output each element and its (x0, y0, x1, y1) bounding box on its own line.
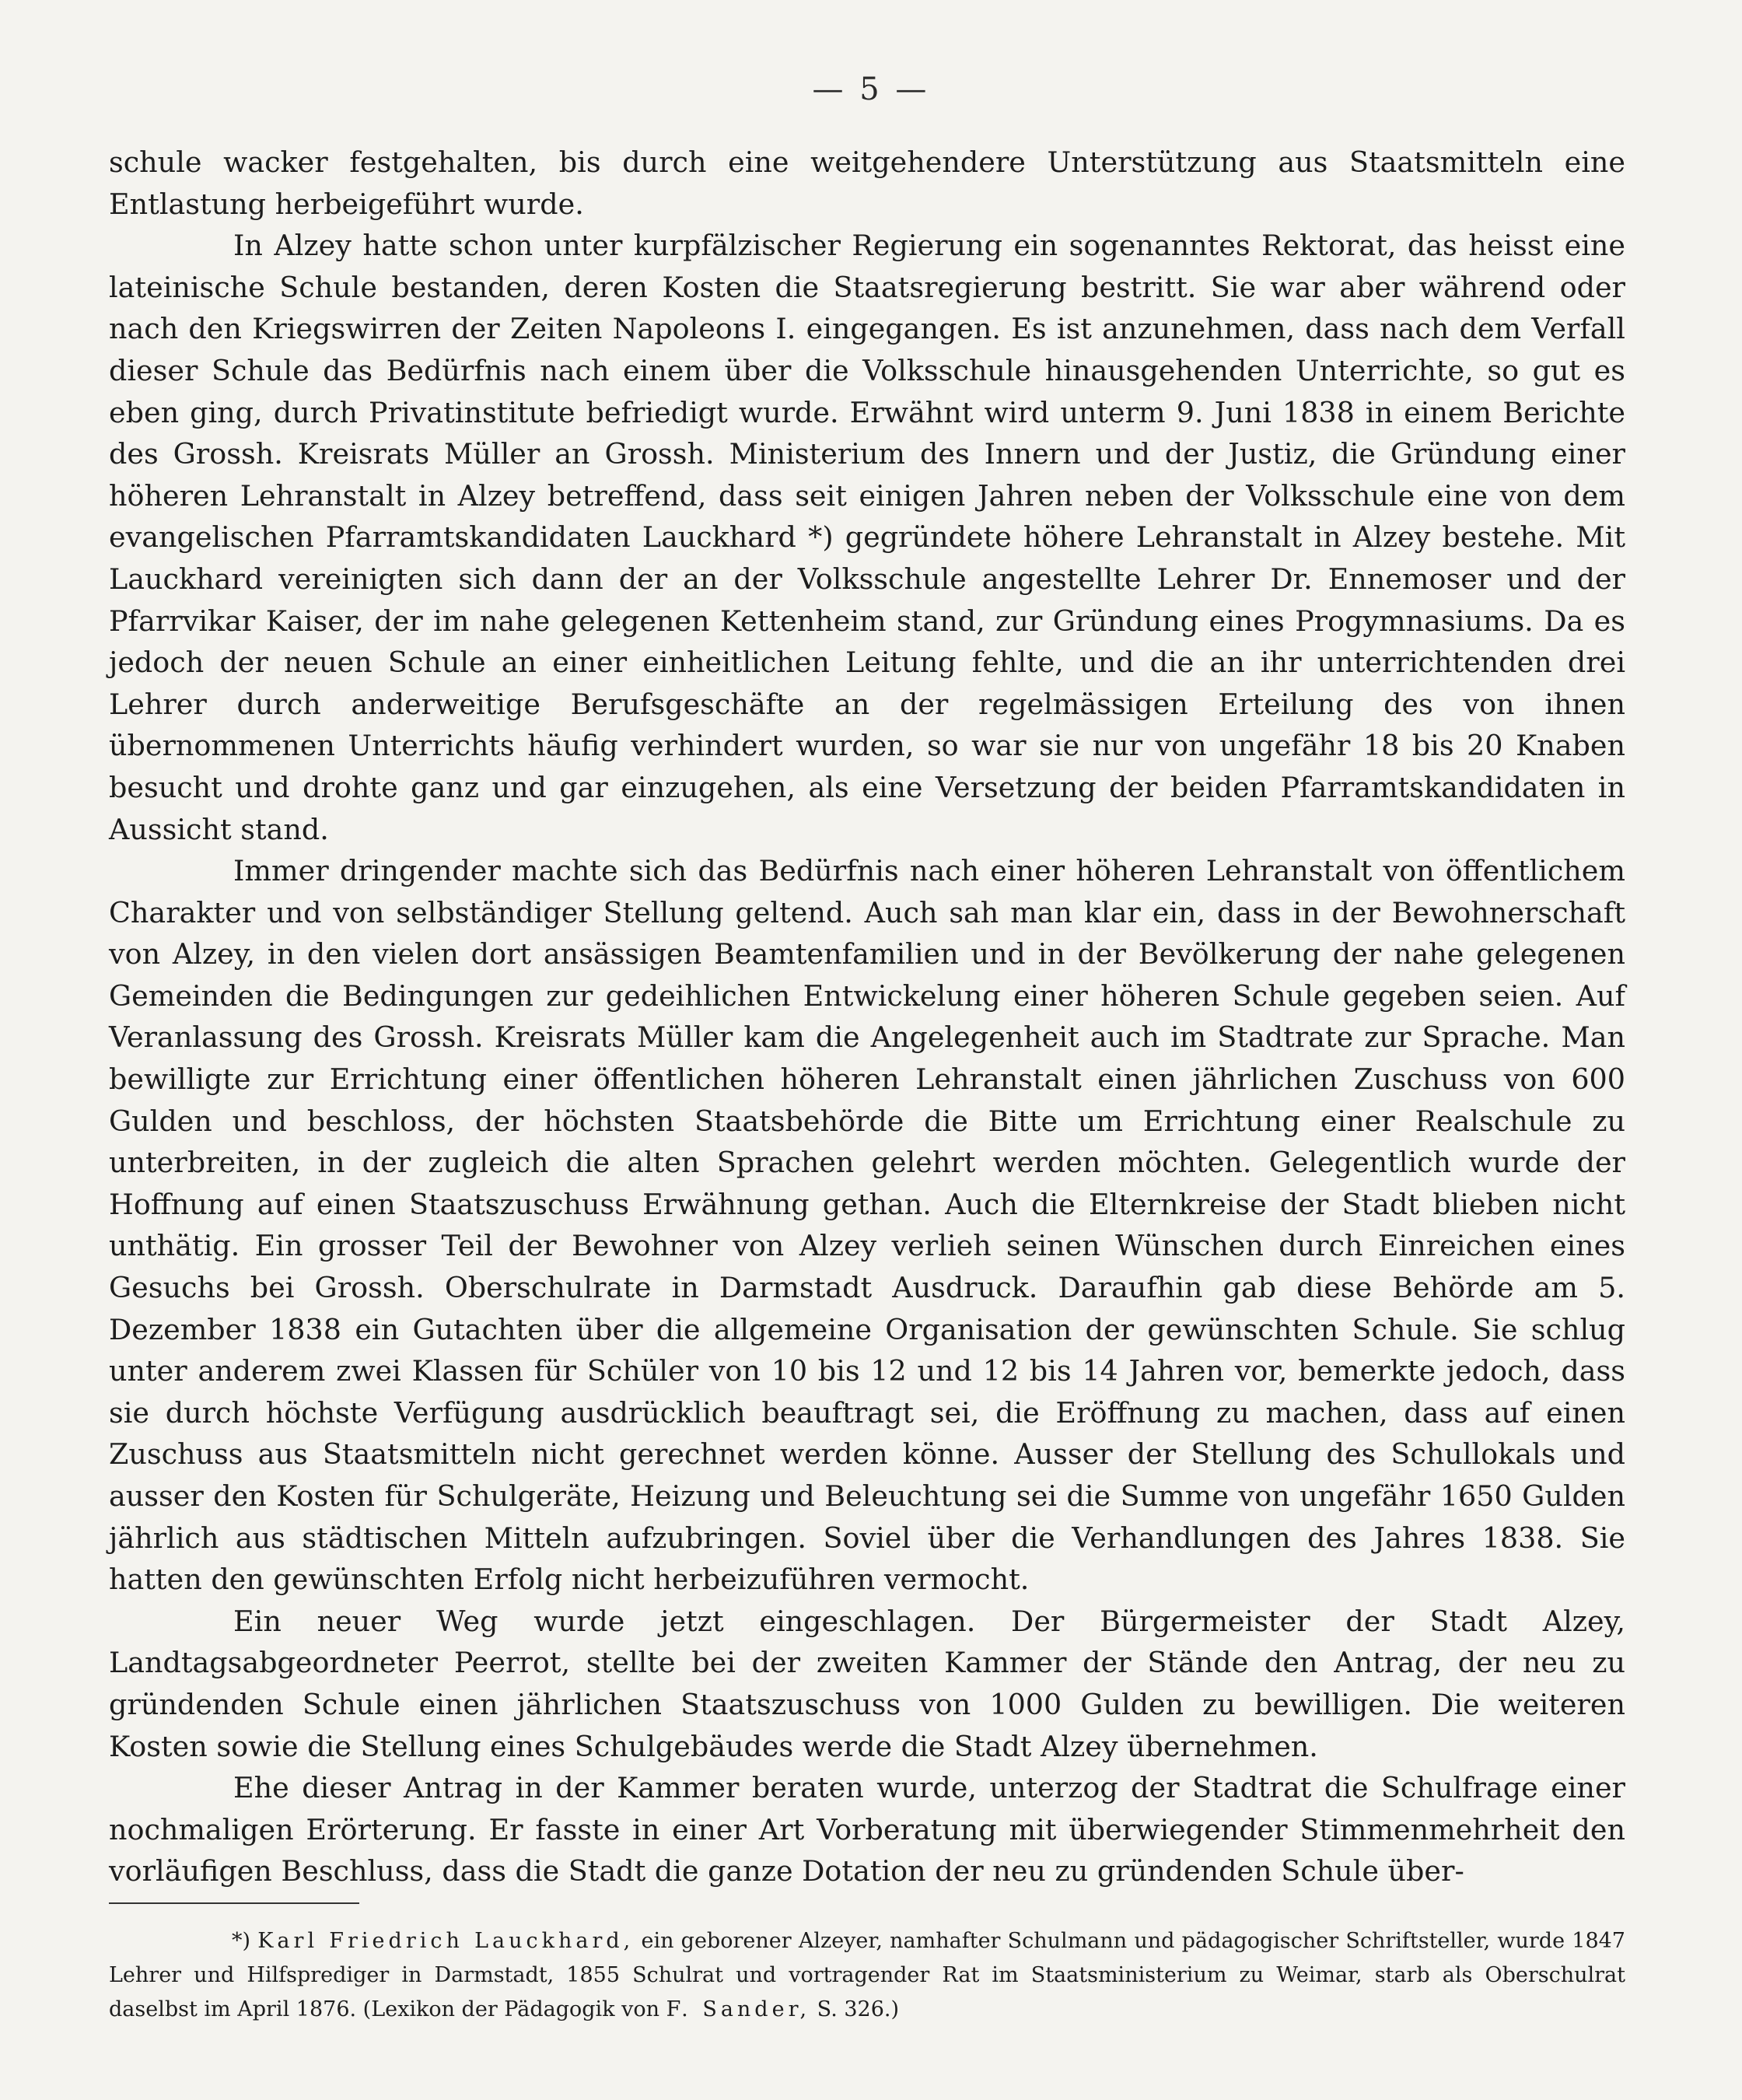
paragraph-4: Ein neuer Weg wurde jetzt eingeschlagen. Der Bürgermeister der Stadt Alzey, Landtagsabgeordneter Peerrot, stellte bei der zweiten Kammer der Stände den Antrag, der neu zu gründenden Schule einen jährlichen Staatszuschuss von 1000 Gulden zu bewilligen. Die weiteren Kosten sowie die Stellung eines Schulgebäudes werde die Stadt Alzey übernehmen. (109, 1604, 1625, 1763)
paragraph-2 (109, 225, 1625, 850)
paragraph-5: Ehe dieser Antrag in der Kammer beraten wurde, unterzog der Stadtrat die Schulfrage einer nochmaligen Erörterung. Er fasste in einer Art Vorberatung mit überwiegender Stimmenmehrheit den vorläufigen Beschluss, dass die Stadt die ganze Dotation der neu zu gründenden Schule über- (109, 1771, 1625, 1888)
footnote-divider (109, 1902, 359, 1904)
footnote-body: ein geborener Alzeyer, namhafter Schulmann und pädagogischer Schriftsteller, wurde 1847 Lehrer und Hilfsprediger in Darmstadt, 1855 Schulrat und vortragender Rat im Staatsministerium zu Weimar, starb als Oberschulrat daselbst im April 1876. (Lexikon der Pädagogik von (109, 1929, 1625, 2021)
footnote-person-name: Karl Friedrich Lauckhard, (257, 1929, 635, 1953)
page-number: — 5 — (812, 72, 930, 107)
paragraph-2-part-2: gegründete höhere Lehranstalt in Alzey bestehe. Mit Lauckhard vereinigten sich dann der an der Volksschule angestellte Lehrer Dr. Ennemoser und der Pfarrvikar Kaiser, der im nahe gelegenen Kettenheim stand, zur Gründung eines Progymnasiums. Da es jedoch der neuen Schule an einer einheitlichen Leitung fehlte, und die an ihr unterrichtenden drei Lehrer durch anderweitige Berufsgeschäfte an der regelmässigen Erteilung des von ihnen übernommenen Unterrichts häufig verhindert wurden, so war sie nur von ungefähr 18 bis 20 Knaben besucht und drohte ganz und gar einzugehen, als eine Versetzung der beiden Pfarramtskandidaten in Aussicht stand. (109, 520, 1625, 846)
footnote-author: F. Sander, (666, 1997, 811, 2021)
footnote-source-end: S. 326.) (810, 1997, 900, 2021)
paragraph-3: Immer dringender machte sich das Bedürfnis nach einer höheren Lehranstalt von öffentlichem Charakter und von selbständiger Stellung geltend. Auch sah man klar ein, dass in der Bewohnerschaft von Alzey, in den vielen dort ansässigen Beamtenfamilien und in der Bevölkerung der nahe gelegenen Gemeinden die Bedingungen zur gedeihlichen Entwickelung einer höheren Schule gegeben seien. Auf Veranlassung des Grossh. Kreisrats Müller kam die Angelegenheit auch im Stadtrate zur Sprache. Man bewilligte zur Errichtung einer öffentlichen höheren Lehranstalt einen jährlichen Zuschuss von 600 Gulden und beschloss, der höchsten Staatsbehörde die Bitte um Errichtung einer Realschule zu unterbreiten, in der zugleich die alten Sprachen gelehrt werden möchten. Gelegentlich wurde der Hoffnung auf einen Staatszuschuss Erwähnung gethan. Auch die Elternkreise der Stadt blieben nicht unthätig. Ein grosser Teil der Bewohner von Alzey verlieh seinen Wünschen durch Einreichen eines Gesuchs bei Grossh. Oberschulrate in Darmstadt Ausdruck. Daraufhin gab diese Behörde am 5. Dezember 1838 ein Gutachten über die allgemeine Organisation der gewünschten Schule. Sie schlug unter anderem zwei Klassen für Schüler von 10 bis 12 und 12 bis 14 Jahren vor, bemerkte jedoch, dass sie durch höchste Verfügung ausdrücklich beauftragt sei, die Eröffnung zu machen, dass auf einen Zuschuss aus Staatsmitteln nicht gerechnet werden könne. Ausser der Stellung des Schullokals und ausser den Kosten für Schulgeräte, Heizung und Beleuchtung sei die Summe von ungefähr 1650 Gulden jährlich aus städtischen Mitteln aufzubringen. Soviel über die Verhandlungen des Jahres 1838. Sie hatten den gewünschten Erfolg nicht herbeizuführen vermocht. (109, 854, 1625, 1597)
paragraph-2-part-1: In Alzey hatte schon unter kurpfälzischer Regierung ein sogenanntes Rektorat, das heisst eine lateinische Schule bestanden, deren Kosten die Staatsregierung bestritt. Sie war aber während oder nach den Kriegswirren der Zeiten Napoleons I. eingegangen. Es ist anzunehmen, dass nach dem Verfall dieser Schule das Bedürfnis nach einem über die Volksschule hinausgehenden Unterrichte, so gut es eben ging, durch Privatinstitute befriedigt wurde. Erwähnt wird unterm 9. Juni 1838 in einem Berichte des Grossh. Kreisrats Müller an Grossh. Ministerium des Innern und der Justiz, die Gründung einer höheren Lehranstalt in Alzey betreffend, dass seit einigen Jahren neben der Volksschule eine von dem evangelischen Pfarramtskandidaten Lauckhard (109, 229, 1625, 555)
footnote-reference: *) (808, 520, 834, 555)
main-text (109, 142, 1625, 1892)
footnote-text (109, 1924, 1625, 2027)
footnote-marker: *) (232, 1929, 251, 1953)
paragraph-1: schule wacker festgehalten, bis durch eine weitgehendere Unterstützung aus Staatsmitteln eine Entlastung herbeigeführt wurde. (109, 145, 1625, 221)
footnote (109, 1924, 1625, 2027)
